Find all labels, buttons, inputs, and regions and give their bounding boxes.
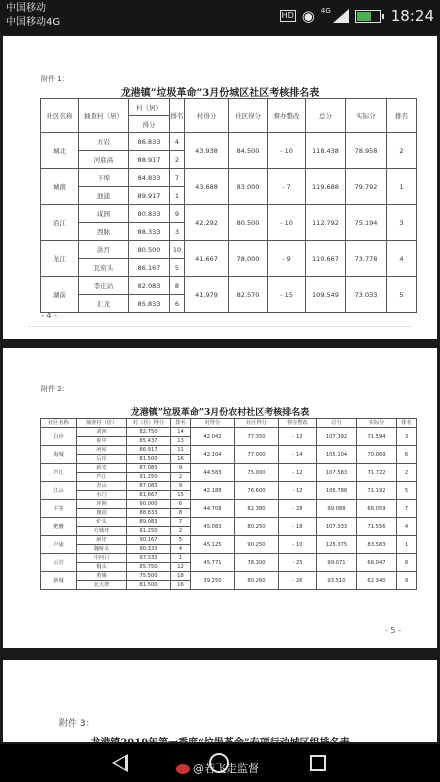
community-name-cell: 城北: [41, 133, 79, 169]
community-score-cell: 82.380: [235, 500, 279, 518]
attachment-label: 附件 1：: [41, 75, 69, 83]
total-score-cell: 110.667: [306, 241, 346, 277]
watermark-text: @若飞走监督: [193, 762, 259, 775]
village-name-cell: 青山: [77, 482, 127, 491]
header-cell: 总分: [317, 419, 357, 428]
village-rank-cell: 3: [170, 223, 185, 241]
village-score-cell: 86.167: [129, 259, 170, 277]
total-score-cell: 109.549: [306, 277, 346, 313]
actual-score-cell: 66.047: [357, 554, 397, 572]
village-avg-cell: 42.188: [191, 482, 235, 500]
village-rank-cell: 6: [170, 295, 185, 313]
table-row: [41, 518, 417, 527]
village-name-cell: 河屋: [77, 446, 127, 455]
village-rank-cell: 1: [170, 187, 185, 205]
community-score-cell: 80.500: [229, 205, 268, 241]
header-cell: 村得分: [185, 99, 229, 133]
community-name-cell: 海城: [41, 446, 77, 464]
community-rank-cell: 3: [397, 428, 417, 446]
village-score-cell: 85.833: [129, 295, 170, 313]
header-cell: 抽查村（居）: [77, 419, 127, 428]
village-avg-cell: 41.979: [185, 277, 229, 313]
village-avg-cell: 44.708: [191, 500, 235, 518]
village-score-cell: 81.500: [127, 581, 171, 590]
table-row: [41, 572, 417, 581]
village-score-cell: 86.917: [127, 446, 171, 455]
community-rank-cell: 9: [397, 572, 417, 590]
village-avg-cell: 42.104: [191, 446, 235, 464]
village-rank-cell: 13: [171, 437, 191, 446]
village-score-cell: 87.083: [127, 464, 171, 473]
community-rank-cell: 1: [387, 169, 417, 205]
rectify-cell: - 28: [279, 500, 317, 518]
header-cell: 社区名称: [41, 419, 77, 428]
village-avg-cell: 45.771: [191, 554, 235, 572]
village-score-cell: 88.333: [129, 223, 170, 241]
header-cell: 排名: [387, 99, 417, 133]
village-rank-cell: 2: [170, 151, 185, 169]
village-score-cell: 81.500: [127, 455, 171, 464]
village-score-cell: 82.750: [127, 428, 171, 437]
rectify-cell: - 25: [279, 554, 317, 572]
actual-score-cell: 78.958: [346, 133, 387, 169]
header-cell: 督办整改: [268, 99, 306, 133]
village-score-cell: 86.833: [129, 133, 170, 151]
village-score-cell: 88.833: [127, 509, 171, 518]
village-name-cell: 中河口: [77, 554, 127, 563]
village-score-cell: 81.667: [127, 491, 171, 500]
rectify-cell: - 9: [268, 241, 306, 277]
document-page-2[interactable]: [3, 348, 437, 648]
community-score-cell: 80.250: [235, 518, 279, 536]
village-score-cell: 87.083: [127, 482, 171, 491]
community-rank-cell: 4: [397, 518, 417, 536]
village-name-cell: 瓦窑头: [79, 259, 129, 277]
table-row: [41, 169, 417, 187]
village-rank-cell: 10: [170, 241, 185, 259]
village-score-cell: 89.917: [129, 187, 170, 205]
village-name-cell: 旗园: [77, 509, 127, 518]
header-cell: 得分: [129, 116, 170, 133]
village-name-cell: 新垟: [77, 536, 127, 545]
total-score-cell: 93.510: [317, 572, 357, 590]
community-rank-cell: 6: [397, 446, 417, 464]
total-score-cell: 99.088: [317, 500, 357, 518]
carrier-label: 中国移动: [6, 3, 46, 14]
table-row: [41, 241, 417, 259]
community-rank-cell: 2: [397, 464, 417, 482]
weibo-logo-icon: [176, 764, 190, 774]
village-score-cell: 80.500: [129, 241, 170, 259]
village-score-cell: 80.833: [129, 205, 170, 223]
village-score-cell: 90.333: [127, 545, 171, 554]
header-cell: 总分: [306, 99, 346, 133]
village-avg-cell: 43.688: [185, 169, 229, 205]
page-title: 龙港镇”垃圾革命”3月份农村社区考核排名表: [130, 408, 310, 418]
back-icon[interactable]: [112, 754, 128, 772]
status-bar: [0, 0, 440, 34]
village-rank-cell: 18: [171, 572, 191, 581]
village-rank-cell: 9: [171, 464, 191, 473]
community-rank-cell: 5: [397, 482, 417, 500]
battery-icon: [355, 10, 381, 23]
village-rank-cell: 14: [171, 428, 191, 437]
table-row: [41, 554, 417, 563]
table-row: [41, 482, 417, 491]
village-name-cell: 方岩: [79, 133, 129, 151]
village-rank-cell: 8: [171, 509, 191, 518]
community-score-cell: 77.000: [235, 446, 279, 464]
village-name-cell: 铜头: [77, 563, 127, 572]
rectify-cell: - 26: [279, 572, 317, 590]
village-score-cell: 91.250: [127, 473, 171, 482]
community-name-cell: 卢浦: [41, 536, 77, 554]
urban-ranking-table: [40, 98, 417, 313]
carrier-label-4g: 中国移动4G: [6, 17, 61, 28]
village-avg-cell: 45.125: [191, 536, 235, 554]
document-page-1[interactable]: [3, 36, 437, 339]
village-score-cell: 97.333: [127, 554, 171, 563]
village-rank-cell: 16: [171, 455, 191, 464]
village-name-cell: 池浦: [79, 187, 129, 205]
village-name-cell: 河底高: [79, 151, 129, 169]
table-row: [41, 446, 417, 455]
page-number: - 4 -: [41, 311, 57, 320]
village-avg-cell: 41.667: [185, 241, 229, 277]
village-avg-cell: 42.292: [185, 205, 229, 241]
battery-level: [357, 12, 371, 21]
rectify-cell: - 10: [268, 205, 306, 241]
village-name-cell: 坪洲: [77, 500, 127, 509]
actual-score-cell: 71.192: [357, 482, 397, 500]
village-rank-cell: 11: [171, 446, 191, 455]
community-score-cell: 82.570: [229, 277, 268, 313]
total-score-cell: 125.375: [317, 536, 357, 554]
community-name-cell: 舥艚: [41, 518, 77, 536]
village-score-cell: 84.833: [129, 169, 170, 187]
village-name-cell: 李庄站: [79, 277, 129, 295]
village-avg-cell: 44.583: [191, 464, 235, 482]
village-rank-cell: 15: [171, 491, 191, 500]
community-score-cell: 78.300: [235, 554, 279, 572]
page-title: 龙港镇”垃圾革命”3月份城区社区考核排名表: [120, 88, 320, 99]
village-name-cell: 水门: [77, 491, 127, 500]
community-rank-cell: 5: [387, 277, 417, 313]
community-score-cell: 78.000: [229, 241, 268, 277]
community-score-cell: 83.000: [229, 169, 268, 205]
rectify-cell: - 12: [279, 482, 317, 500]
community-name-cell: 龙江: [41, 241, 79, 277]
community-score-cell: 76.600: [235, 482, 279, 500]
community-rank-cell: 1: [397, 536, 417, 554]
village-name-cell: 汇龙: [79, 295, 129, 313]
rectify-cell: - 14: [279, 446, 317, 464]
actual-score-cell: 70.069: [357, 446, 397, 464]
recent-apps-icon[interactable]: [310, 755, 326, 771]
clock: 18:24: [390, 7, 434, 25]
village-name-cell: 后岸: [77, 455, 127, 464]
village-name-cell: 方城垟: [77, 527, 127, 536]
community-name-cell: 沿江: [41, 205, 79, 241]
actual-score-cell: 79.792: [346, 169, 387, 205]
attachment-label: 附件 3：: [59, 719, 95, 729]
page-number: - 5 -: [385, 626, 401, 635]
rectify-cell: - 10: [268, 133, 306, 169]
community-name-cell: 湖前: [41, 277, 79, 313]
page-divider: [29, 326, 411, 327]
actual-score-cell: 73.778: [346, 241, 387, 277]
header-cell: 村（居）得分: [127, 419, 171, 428]
community-rank-cell: 7: [397, 500, 417, 518]
village-score-cell: 85.750: [127, 563, 171, 572]
rectify-cell: - 7: [268, 169, 306, 205]
total-score-cell: 107.583: [317, 464, 357, 482]
village-rank-cell: 16: [171, 581, 191, 590]
actual-score-cell: 71.594: [357, 428, 397, 446]
community-score-cell: 84.500: [229, 133, 268, 169]
header-cell: 实际分: [357, 419, 397, 428]
village-avg-cell: 45.083: [191, 518, 235, 536]
total-score-cell: 107.392: [317, 428, 357, 446]
village-rank-cell: 5: [171, 536, 191, 545]
village-rank-cell: 8: [170, 277, 185, 295]
community-rank-cell: 3: [387, 205, 417, 241]
community-name-cell: 江山: [41, 482, 77, 500]
community-score-cell: 90.250: [235, 536, 279, 554]
total-score-cell: 105.104: [317, 446, 357, 464]
actual-score-cell: 66.059: [357, 500, 397, 518]
actual-score-cell: 71.556: [357, 518, 397, 536]
village-name-cell: 魏桥头: [77, 545, 127, 554]
village-score-cell: 75.500: [127, 572, 171, 581]
rural-ranking-table: [40, 418, 417, 590]
community-name-cell: 平等: [41, 500, 77, 518]
signal-icon: [333, 9, 349, 23]
rectify-cell: - 18: [279, 518, 317, 536]
village-rank-cell: 7: [170, 169, 185, 187]
total-score-cell: 118.438: [306, 133, 346, 169]
table-row: [41, 133, 417, 151]
header-cell: 实际分: [346, 99, 387, 133]
header-cell: 村得分: [191, 419, 235, 428]
total-score-cell: 99.071: [317, 554, 357, 572]
rectify-cell: - 12: [279, 428, 317, 446]
village-score-cell: 85.437: [127, 437, 171, 446]
village-score-cell: 90.167: [127, 536, 171, 545]
table-row: [41, 428, 417, 437]
rectify-cell: - 15: [268, 277, 306, 313]
village-rank-cell: 9: [171, 482, 191, 491]
document-page-3[interactable]: [3, 660, 437, 742]
network-type-label: 4G: [320, 7, 331, 15]
village-name-cell: 黄墙: [77, 572, 127, 581]
village-rank-cell: 7: [171, 518, 191, 527]
village-rank-cell: 9: [170, 205, 185, 223]
village-name-cell: 芦江: [77, 473, 127, 482]
table-row: [41, 464, 417, 473]
header-cell: 社区得分: [229, 99, 268, 133]
header-cell: 排名: [170, 99, 185, 133]
village-name-cell: 西脉: [79, 223, 129, 241]
actual-score-cell: 73.033: [346, 277, 387, 313]
community-name-cell: 城南: [41, 169, 79, 205]
village-name-cell: 炉头: [77, 518, 127, 527]
actual-score-cell: 83.583: [357, 536, 397, 554]
community-name-cell: 云岩: [41, 554, 77, 572]
hd-call-icon: HD: [281, 11, 294, 20]
village-name-cell: 下埠: [79, 169, 129, 187]
village-rank-cell: 4: [171, 545, 191, 554]
village-score-cell: 91.250: [127, 527, 171, 536]
header-cell: 村（居）: [129, 99, 170, 116]
rectify-cell: - 12: [279, 464, 317, 482]
rectify-cell: - 10: [279, 536, 317, 554]
village-name-cell: 咸园: [79, 205, 129, 223]
village-score-cell: 82.083: [129, 277, 170, 295]
village-rank-cell: 4: [170, 133, 185, 151]
village-rank-cell: 5: [170, 259, 185, 277]
table-header-row: [41, 99, 417, 116]
village-avg-cell: 42.042: [191, 428, 235, 446]
community-name-cell: 新城: [41, 572, 77, 590]
village-name-cell: 北大塔: [77, 581, 127, 590]
header-cell: 抽查村（居）: [79, 99, 129, 133]
total-score-cell: 107.333: [317, 518, 357, 536]
village-name-cell: 新光: [77, 464, 127, 473]
village-avg-cell: 43.938: [185, 133, 229, 169]
total-score-cell: 106.788: [317, 482, 357, 500]
weibo-watermark: [176, 760, 259, 776]
table-row: [41, 500, 417, 509]
community-score-cell: 75.000: [235, 464, 279, 482]
header-cell: 排名: [397, 419, 417, 428]
total-score-cell: 119.688: [306, 169, 346, 205]
community-name-cell: 白沙: [41, 428, 77, 446]
village-name-cell: 刘西: [77, 428, 127, 437]
table-header-row: [41, 419, 417, 428]
village-score-cell: 89.083: [127, 518, 171, 527]
community-name-cell: 芦江: [41, 464, 77, 482]
village-rank-cell: 2: [171, 473, 191, 482]
attachment-label: 附件 2：: [41, 385, 69, 393]
village-score-cell: 90.000: [127, 500, 171, 509]
village-score-cell: 88.917: [129, 151, 170, 169]
table-row: [41, 205, 417, 223]
village-rank-cell: 2: [171, 527, 191, 536]
actual-score-cell: 62.340: [357, 572, 397, 590]
community-rank-cell: 4: [387, 241, 417, 277]
community-rank-cell: 2: [387, 133, 417, 169]
header-cell: 督办整改: [279, 419, 317, 428]
actual-score-cell: 75.194: [346, 205, 387, 241]
community-score-cell: 77.350: [235, 428, 279, 446]
table-row: [41, 536, 417, 545]
header-cell: 社区名称: [41, 99, 79, 133]
community-rank-cell: 8: [397, 554, 417, 572]
village-rank-cell: 12: [171, 563, 191, 572]
village-name-cell: 洪宫: [79, 241, 129, 259]
actual-score-cell: 71.722: [357, 464, 397, 482]
header-cell: 社区得分: [235, 419, 279, 428]
total-score-cell: 112.792: [306, 205, 346, 241]
village-avg-cell: 39.250: [191, 572, 235, 590]
village-rank-cell: 6: [171, 500, 191, 509]
community-score-cell: 80.260: [235, 572, 279, 590]
village-name-cell: 象中: [77, 437, 127, 446]
wifi-icon: ◉: [301, 7, 315, 25]
village-rank-cell: 1: [171, 554, 191, 563]
table-row: [41, 277, 417, 295]
header-cell: 排名: [171, 419, 191, 428]
